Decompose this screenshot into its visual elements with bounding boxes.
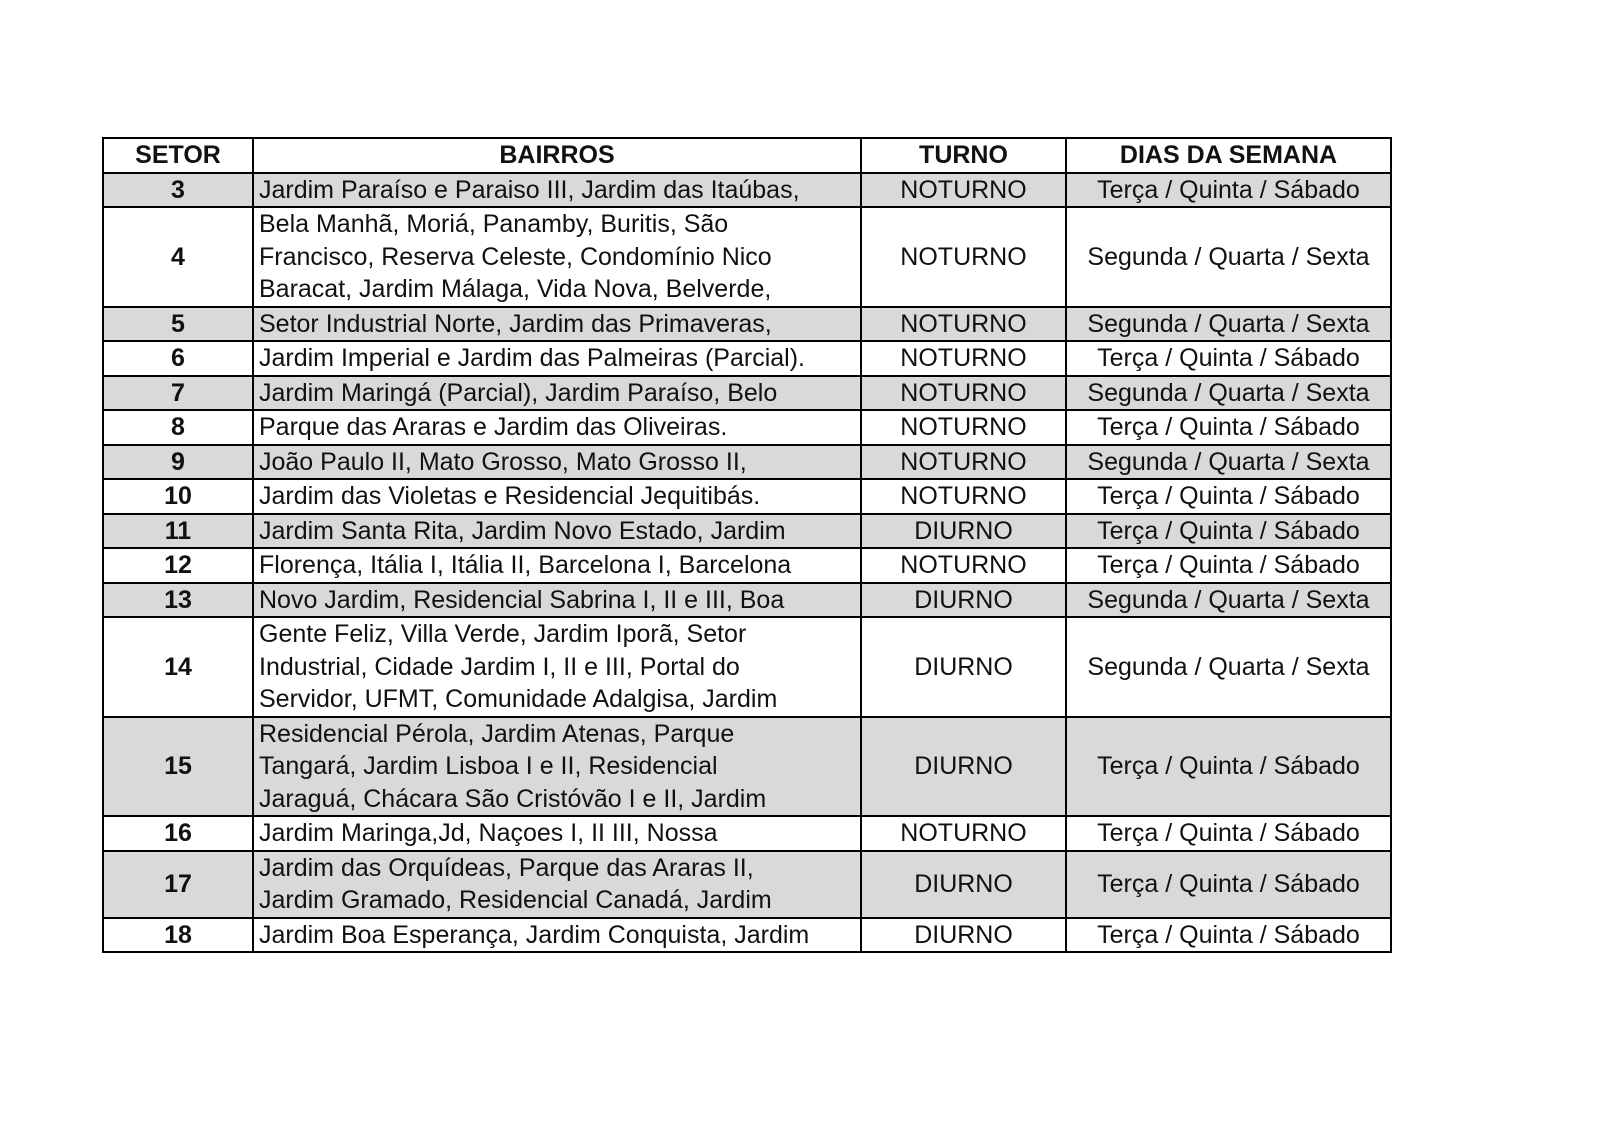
turno-cell: DIURNO: [861, 617, 1066, 717]
table-row: [103, 717, 1391, 817]
table-row: [103, 918, 1391, 953]
setor-cell: 6: [103, 341, 253, 376]
bairros-line: Industrial, Cidade Jardim I, II e III, Portal do: [259, 652, 740, 681]
setor-cell: 4: [103, 207, 253, 307]
bairros-line: Jardim das Orquídeas, Parque das Araras II,: [259, 853, 754, 882]
bairros-cell: [253, 583, 861, 618]
table-row: [103, 816, 1391, 851]
table-row: [103, 410, 1391, 445]
table-row: [103, 479, 1391, 514]
dias-cell: Terça / Quinta / Sábado: [1066, 548, 1391, 583]
header-setor: SETOR: [103, 138, 253, 173]
bairros-line: Jardim das Violetas e Residencial Jequitibás.: [259, 482, 761, 510]
dias-cell: Terça / Quinta / Sábado: [1066, 918, 1391, 953]
dias-cell: Terça / Quinta / Sábado: [1066, 173, 1391, 208]
dias-cell: Segunda / Quarta / Sexta: [1066, 617, 1391, 717]
dias-cell: Segunda / Quarta / Sexta: [1066, 376, 1391, 411]
turno-cell: DIURNO: [861, 717, 1066, 817]
bairros-cell: [253, 918, 861, 953]
dias-cell: Terça / Quinta / Sábado: [1066, 410, 1391, 445]
dias-cell: Terça / Quinta / Sábado: [1066, 514, 1391, 549]
bairros-cell: [253, 341, 861, 376]
bairros-line: Tangará, Jardim Lisboa I e II, Residencial: [259, 752, 718, 780]
table-row: [103, 851, 1391, 918]
setor-cell: 16: [103, 816, 253, 851]
bairros-line: Jardim Boa Esperança, Jardim Conquista, Jardim: [259, 920, 810, 949]
bairros-line: Residencial Pérola, Jardim Atenas, Parque: [259, 719, 735, 748]
bairros-line: Jardim Paraíso e Paraiso III, Jardim das Itaúbas,: [259, 175, 800, 204]
dias-cell: Terça / Quinta / Sábado: [1066, 341, 1391, 376]
dias-cell: Segunda / Quarta / Sexta: [1066, 583, 1391, 618]
turno-cell: NOTURNO: [861, 410, 1066, 445]
bairros-cell: [253, 617, 861, 717]
turno-cell: DIURNO: [861, 918, 1066, 953]
turno-cell: NOTURNO: [861, 341, 1066, 376]
bairros-cell: [253, 410, 861, 445]
bairros-cell: [253, 548, 861, 583]
dias-cell: Terça / Quinta / Sábado: [1066, 851, 1391, 918]
setor-cell: 18: [103, 918, 253, 953]
table-row: [103, 341, 1391, 376]
setor-cell: 12: [103, 548, 253, 583]
table-row: [103, 583, 1391, 618]
turno-cell: NOTURNO: [861, 816, 1066, 851]
turno-cell: NOTURNO: [861, 173, 1066, 208]
setor-cell: 17: [103, 851, 253, 918]
bairros-cell: [253, 479, 861, 514]
bairros-line: Jardim Santa Rita, Jardim Novo Estado, Jardim: [259, 516, 786, 545]
turno-cell: NOTURNO: [861, 307, 1066, 342]
table-row: [103, 445, 1391, 480]
setor-cell: 7: [103, 376, 253, 411]
bairros-cell: [253, 851, 861, 918]
bairros-line: Jardim Gramado, Residencial Canadá, Jardim: [259, 886, 772, 914]
bairros-line: Jaraguá, Chácara São Cristóvão I e II, Jardim: [259, 784, 767, 813]
setor-cell: 9: [103, 445, 253, 480]
dias-cell: Segunda / Quarta / Sexta: [1066, 207, 1391, 307]
table-row: [103, 617, 1391, 717]
turno-cell: DIURNO: [861, 583, 1066, 618]
setor-cell: 15: [103, 717, 253, 817]
bairros-cell: [253, 717, 861, 817]
bairros-cell: [253, 514, 861, 549]
dias-cell: Terça / Quinta / Sábado: [1066, 816, 1391, 851]
bairros-line: Jardim Maringa,Jd, Naçoes I, II III, Nossa: [259, 819, 718, 847]
table-row: [103, 376, 1391, 411]
bairros-line: Florença, Itália I, Itália II, Barcelona I, Barcelona: [259, 551, 792, 579]
bairros-cell: [253, 376, 861, 411]
setor-cell: 13: [103, 583, 253, 618]
setor-cell: 11: [103, 514, 253, 549]
bairros-line: Jardim Imperial e Jardim das Palmeiras (Parcial).: [259, 344, 805, 372]
setor-cell: 5: [103, 307, 253, 342]
table-row: [103, 548, 1391, 583]
turno-cell: DIURNO: [861, 514, 1066, 549]
bairros-line: João Paulo II, Mato Grosso, Mato Grosso II,: [259, 447, 747, 476]
setor-cell: 10: [103, 479, 253, 514]
table-row: [103, 307, 1391, 342]
table-row: [103, 173, 1391, 208]
table-row: [103, 514, 1391, 549]
bairros-cell: [253, 816, 861, 851]
bairros-line: Servidor, UFMT, Comunidade Adalgisa, Jardim: [259, 685, 778, 713]
turno-cell: DIURNO: [861, 851, 1066, 918]
bairros-line: Francisco, Reserva Celeste, Condomínio Nico: [259, 242, 772, 271]
dias-cell: Terça / Quinta / Sábado: [1066, 479, 1391, 514]
setor-cell: 3: [103, 173, 253, 208]
schedule-sheet: [102, 137, 1392, 953]
bairros-line: Baracat, Jardim Málaga, Vida Nova, Belverde,: [259, 275, 772, 303]
header-turno: TURNO: [861, 138, 1066, 173]
bairros-line: Novo Jardim, Residencial Sabrina I, II e III, Boa: [259, 585, 785, 614]
header-dias: DIAS DA SEMANA: [1066, 138, 1391, 173]
bairros-cell: [253, 207, 861, 307]
collection-schedule-table: [102, 137, 1392, 953]
turno-cell: NOTURNO: [861, 376, 1066, 411]
bairros-line: Setor Industrial Norte, Jardim das Primaveras,: [259, 309, 772, 338]
dias-cell: Terça / Quinta / Sábado: [1066, 717, 1391, 817]
bairros-cell: [253, 445, 861, 480]
setor-cell: 8: [103, 410, 253, 445]
bairros-line: Parque das Araras e Jardim das Oliveiras.: [259, 413, 728, 441]
turno-cell: NOTURNO: [861, 548, 1066, 583]
dias-cell: Segunda / Quarta / Sexta: [1066, 445, 1391, 480]
table-body: [103, 173, 1391, 953]
bairros-cell: [253, 173, 861, 208]
bairros-line: Bela Manhã, Moriá, Panamby, Buritis, São: [259, 210, 729, 238]
bairros-cell: [253, 307, 861, 342]
turno-cell: NOTURNO: [861, 479, 1066, 514]
table-row: [103, 207, 1391, 307]
bairros-line: Jardim Maringá (Parcial), Jardim Paraíso, Belo: [259, 378, 778, 407]
setor-cell: 14: [103, 617, 253, 717]
table-header-row: [103, 138, 1391, 173]
header-bairros: BAIRROS: [253, 138, 861, 173]
turno-cell: NOTURNO: [861, 207, 1066, 307]
dias-cell: Segunda / Quarta / Sexta: [1066, 307, 1391, 342]
bairros-line: Gente Feliz, Villa Verde, Jardim Iporã, Setor: [259, 620, 747, 648]
turno-cell: NOTURNO: [861, 445, 1066, 480]
